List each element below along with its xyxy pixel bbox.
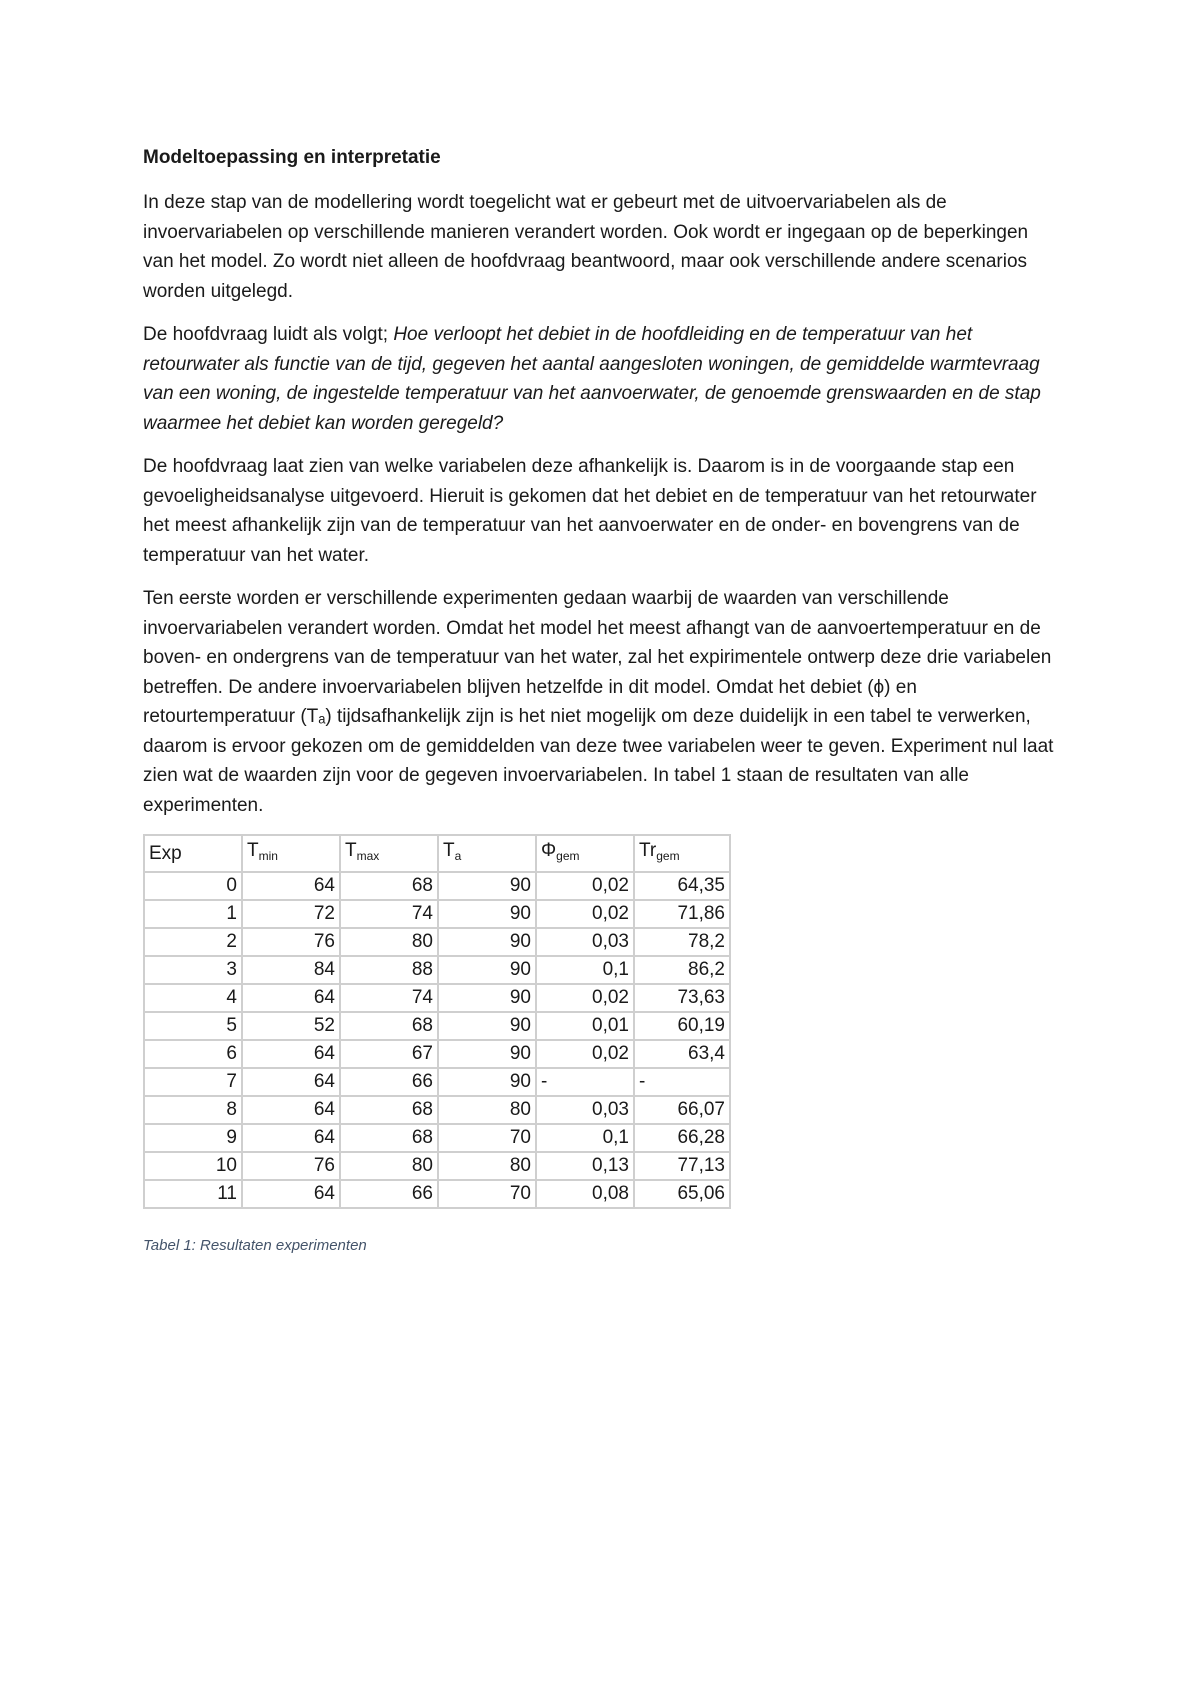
cell-phi-gem: 0,1 bbox=[536, 1124, 634, 1152]
cell-tmin: 64 bbox=[242, 1124, 340, 1152]
cell-phi-gem: 0,03 bbox=[536, 1096, 634, 1124]
cell-exp: 10 bbox=[144, 1152, 242, 1180]
cell-tr-gem: 78,2 bbox=[634, 928, 730, 956]
cell-tmin: 64 bbox=[242, 1068, 340, 1096]
header-tmin: $T_{min}$ bbox=[242, 835, 340, 872]
cell-tmin: 76 bbox=[242, 1152, 340, 1180]
cell-ta: 90 bbox=[438, 928, 536, 956]
table-row bbox=[144, 900, 730, 928]
table-row bbox=[144, 928, 730, 956]
intro-paragraph: In deze stap van de modellering wordt toegelicht wat er gebeurt met de uitvoervariabelen als de invoervariabelen op verschillende manieren verandert worden. Ook wordt er ingegaan op de beperkingen van het model. Zo wordt niet alleen de hoofdvraag beantwoord, maar ook verschillende andere scenarios worden uitgelegd. bbox=[143, 192, 1029, 302]
cell-tmax: 68 bbox=[340, 872, 438, 900]
cell-exp: 2 bbox=[144, 928, 242, 956]
cell-phi-gem: 0,02 bbox=[536, 900, 634, 928]
cell-ta: 70 bbox=[438, 1124, 536, 1152]
cell-tr-gem: - bbox=[634, 1068, 730, 1096]
cell-tmin: 72 bbox=[242, 900, 340, 928]
cell-phi-gem: 0,13 bbox=[536, 1152, 634, 1180]
cell-tmin: 64 bbox=[242, 1096, 340, 1124]
cell-phi-gem: 0,03 bbox=[536, 928, 634, 956]
cell-ta: 70 bbox=[438, 1180, 536, 1208]
cell-ta: 90 bbox=[438, 956, 536, 984]
table-row bbox=[144, 1096, 730, 1124]
cell-tr-gem: 71,86 bbox=[634, 900, 730, 928]
cell-ta: 90 bbox=[438, 872, 536, 900]
cell-tr-gem: 63,4 bbox=[634, 1040, 730, 1068]
cell-ta: 90 bbox=[438, 1068, 536, 1096]
cell-tr-gem: 86,2 bbox=[634, 956, 730, 984]
results-table bbox=[143, 834, 731, 1209]
cell-exp: 7 bbox=[144, 1068, 242, 1096]
cell-tmin: 84 bbox=[242, 956, 340, 984]
cell-exp: 1 bbox=[144, 900, 242, 928]
cell-tmax: 66 bbox=[340, 1180, 438, 1208]
cell-tmax: 74 bbox=[340, 900, 438, 928]
cell-tmin: 64 bbox=[242, 984, 340, 1012]
header-phi-gem: $\Phi_{gem}$ bbox=[536, 835, 634, 872]
cell-tmax: 68 bbox=[340, 1124, 438, 1152]
cell-tmin: 64 bbox=[242, 872, 340, 900]
table-row bbox=[144, 1152, 730, 1180]
table-row bbox=[144, 1124, 730, 1152]
cell-tr-gem: 64,35 bbox=[634, 872, 730, 900]
cell-tmax: 67 bbox=[340, 1040, 438, 1068]
experiments-paragraph: Ten eerste worden er verschillende experimenten gedaan waarbij de waarden van verschillende invoervariabelen verandert worden. Omdat het model het meest afhangt van de aanvoertemperatuur en de boven- en ondergrens van de temperatuur van het water, zal het expirimentele ontwerp deze drie variabelen betreffen. De andere invoervariabelen blijven hetzelfde in dit model. Omdat het debiet (ϕ) en retourtemperatuur (Tₐ) tijdsafhankelijk zijn is het niet mogelijk om deze duidelijk in een tabel te verwerken, daarom is ervoor gekozen om de gemiddelden van deze twee variabelen weer te geven. Experiment nul laat zien wat de waarden zijn voor de gegeven invoervariabelen. In tabel 1 staan de resultaten van alle experimenten. bbox=[143, 588, 1054, 816]
header-ta: $T_a$ bbox=[438, 835, 536, 872]
cell-tmax: 80 bbox=[340, 1152, 438, 1180]
document-body bbox=[143, 146, 1063, 1254]
table-row bbox=[144, 1180, 730, 1208]
cell-tmax: 88 bbox=[340, 956, 438, 984]
cell-exp: 11 bbox=[144, 1180, 242, 1208]
table-header-row bbox=[144, 835, 730, 872]
cell-tr-gem: 66,28 bbox=[634, 1124, 730, 1152]
cell-tr-gem: 73,63 bbox=[634, 984, 730, 1012]
main-question-lead: De hoofdvraag luidt als volgt; bbox=[143, 324, 394, 345]
header-tmax: $T_{max}$ bbox=[340, 835, 438, 872]
cell-tmin: 64 bbox=[242, 1040, 340, 1068]
cell-tmax: 74 bbox=[340, 984, 438, 1012]
cell-phi-gem: 0,01 bbox=[536, 1012, 634, 1040]
cell-tmin: 76 bbox=[242, 928, 340, 956]
header-exp: Exp bbox=[144, 835, 242, 872]
cell-ta: 90 bbox=[438, 900, 536, 928]
cell-tmax: 68 bbox=[340, 1096, 438, 1124]
cell-ta: 90 bbox=[438, 984, 536, 1012]
cell-ta: 90 bbox=[438, 1012, 536, 1040]
section-title: Modeltoepassing en interpretatie bbox=[143, 147, 441, 168]
table-caption: Tabel 1: Resultaten experimenten bbox=[143, 1237, 367, 1254]
cell-exp: 6 bbox=[144, 1040, 242, 1068]
cell-tmax: 66 bbox=[340, 1068, 438, 1096]
cell-tmax: 80 bbox=[340, 928, 438, 956]
cell-tmin: 52 bbox=[242, 1012, 340, 1040]
cell-tr-gem: 65,06 bbox=[634, 1180, 730, 1208]
sensitivity-paragraph: De hoofdvraag laat zien van welke variabelen deze afhankelijk is. Daarom is in de voorgaande stap een gevoeligheidsanalyse uitgevoerd. Hieruit is gekomen dat het debiet en de temperatuur van het retourwater het meest afhankelijk zijn van de temperatuur van het aanvoerwater en de onder- en bovengrens van de temperatuur van het water. bbox=[143, 456, 1037, 566]
cell-tr-gem: 77,13 bbox=[634, 1152, 730, 1180]
cell-phi-gem: 0,08 bbox=[536, 1180, 634, 1208]
header-tr-gem: $Tr_{gem}$ bbox=[634, 835, 730, 872]
cell-phi-gem: - bbox=[536, 1068, 634, 1096]
table-row bbox=[144, 984, 730, 1012]
cell-tmin: 64 bbox=[242, 1180, 340, 1208]
cell-exp: 3 bbox=[144, 956, 242, 984]
table-row bbox=[144, 1068, 730, 1096]
cell-exp: 4 bbox=[144, 984, 242, 1012]
cell-exp: 5 bbox=[144, 1012, 242, 1040]
cell-tr-gem: 60,19 bbox=[634, 1012, 730, 1040]
cell-ta: 80 bbox=[438, 1152, 536, 1180]
cell-tmax: 68 bbox=[340, 1012, 438, 1040]
table-row bbox=[144, 1012, 730, 1040]
table-row bbox=[144, 872, 730, 900]
cell-ta: 90 bbox=[438, 1040, 536, 1068]
table-row bbox=[144, 1040, 730, 1068]
main-question-text: Hoe verloopt het debiet in de hoofdleiding en de temperatuur van het retourwater als functie van de tijd, gegeven het aantal aangesloten woningen, de gemiddelde warmtevraag van een woning, de ingestelde temperatuur van het aanvoerwater, de genoemde grenswaarden en de stap waarmee het debiet kan worden geregeld? bbox=[143, 324, 1041, 434]
cell-exp: 8 bbox=[144, 1096, 242, 1124]
cell-exp: 0 bbox=[144, 872, 242, 900]
cell-phi-gem: 0,02 bbox=[536, 984, 634, 1012]
cell-tr-gem: 66,07 bbox=[634, 1096, 730, 1124]
cell-ta: 80 bbox=[438, 1096, 536, 1124]
cell-phi-gem: 0,02 bbox=[536, 1040, 634, 1068]
table-row bbox=[144, 956, 730, 984]
cell-phi-gem: 0,1 bbox=[536, 956, 634, 984]
main-question-paragraph bbox=[143, 320, 1063, 438]
cell-exp: 9 bbox=[144, 1124, 242, 1152]
cell-phi-gem: 0,02 bbox=[536, 872, 634, 900]
